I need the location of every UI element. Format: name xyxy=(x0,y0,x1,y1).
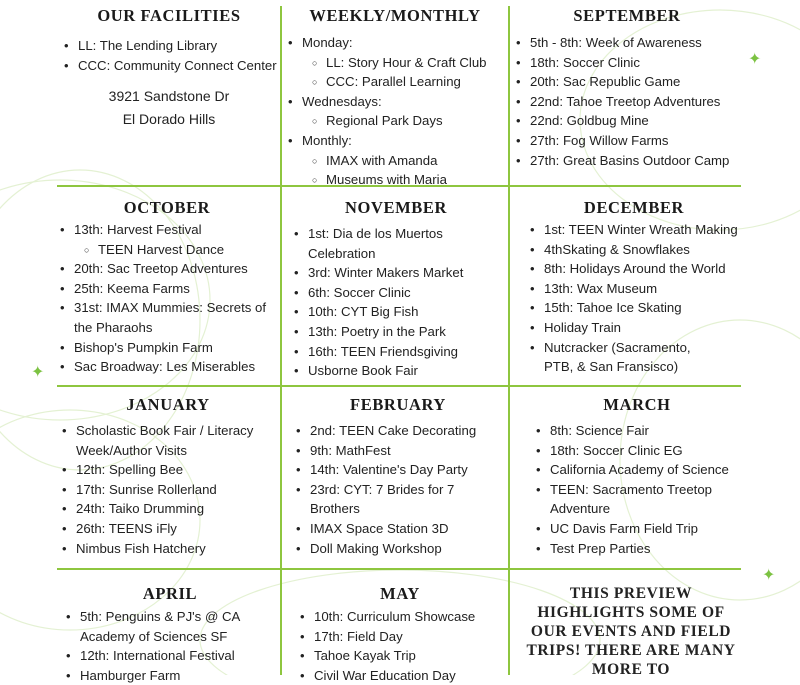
section-heading: APRIL xyxy=(142,584,198,603)
list-item: • CCC: Community Connect Center xyxy=(60,56,278,76)
grid-line-vertical-1 xyxy=(280,6,282,675)
list-item: • 22nd: Goldbug Mine xyxy=(512,111,742,131)
list-item-label: Wednesdays: xyxy=(302,93,382,109)
may-section xyxy=(296,584,504,685)
sub-list-item: ○ Museums with Maria xyxy=(310,170,506,190)
sub-list xyxy=(82,240,278,260)
sparkle-icon: ✦ xyxy=(748,51,762,68)
list-item-label: Monday: xyxy=(302,35,353,50)
list-item: • 12th: Spelling Bee xyxy=(58,460,278,480)
list-item: • TEEN: Sacramento Treetop Adventure xyxy=(532,480,742,519)
sub-list xyxy=(310,151,506,190)
event-list xyxy=(532,421,742,558)
list-item: • 5th: Penguins & PJ's @ CA Academy of Sciences SF xyxy=(62,607,278,646)
list-item: • 13th: Wax Museum xyxy=(526,279,742,299)
list-item: • 14th: Valentine's Day Party xyxy=(292,460,504,480)
list-item: • 22nd: Tahoe Treetop Adventures xyxy=(512,92,742,112)
address-city: El Dorado Hills xyxy=(122,111,216,128)
grid-line-vertical-2 xyxy=(508,6,510,675)
notice-text: THIS PREVIEW HIGHLIGHTS SOME OF OUR EVENTS AND FIELD TRIPS! THERE ARE MANY MORE TO xyxy=(526,585,736,678)
january-section xyxy=(58,395,278,558)
preview-notice xyxy=(522,572,740,679)
list-item: • 15th: Tahoe Ice Skating xyxy=(526,298,742,318)
sub-list-item: ○ Regional Park Days xyxy=(310,111,506,131)
list-item: • Doll Making Workshop xyxy=(292,539,504,559)
sparkle-icon: ✦ xyxy=(31,364,45,381)
list-item: • 4thSkating & Snowflakes xyxy=(526,240,742,260)
section-heading: DECEMBER xyxy=(583,198,685,217)
address xyxy=(60,85,278,131)
list-item-label: Monthly: xyxy=(302,132,352,148)
list-item: • 27th: Great Basins Outdoor Camp xyxy=(512,151,742,171)
grid-line-horizontal-3 xyxy=(57,568,741,570)
list-item: • 6th: Soccer Clinic xyxy=(290,283,502,303)
february-section xyxy=(292,395,504,558)
list-item: • Nimbus Fish Hatchery xyxy=(58,539,278,559)
sparkle-icon: ✦ xyxy=(762,567,776,584)
list-item: • 10th: Curriculum Showcase xyxy=(296,607,504,627)
sub-list-item: ○ TEEN Harvest Dance xyxy=(82,240,278,260)
list-item: • 23rd: CYT: 7 Brides for 7 Brothers xyxy=(292,480,504,519)
facilities-section xyxy=(60,6,278,131)
list-item: • 5th - 8th: Week of Awareness xyxy=(512,33,742,53)
list-item: • 26th: TEENS iFly xyxy=(58,519,278,539)
list-item: • Sac Broadway: Les Miserables xyxy=(56,357,278,377)
list-item xyxy=(284,33,506,92)
list-item: • LL: The Lending Library xyxy=(60,36,278,56)
section-heading: NOVEMBER xyxy=(345,198,447,217)
section-heading: SEPTEMBER xyxy=(573,6,681,25)
sub-list xyxy=(310,53,506,92)
list-item: • 8th: Holidays Around the World xyxy=(526,259,742,279)
list-item: • UC Davis Farm Field Trip xyxy=(532,519,742,539)
event-list xyxy=(56,220,278,377)
list-item: • 20th: Sac Republic Game xyxy=(512,72,742,92)
list-item: • 17th: Field Day xyxy=(296,627,504,647)
list-item: • 1st: TEEN Winter Wreath Making xyxy=(526,220,742,240)
weekly-list xyxy=(284,33,506,190)
sub-list-item: ○ LL: Story Hour & Craft Club xyxy=(310,53,506,73)
october-section xyxy=(56,198,278,377)
november-section xyxy=(290,198,502,381)
list-item: • 2nd: TEEN Cake Decorating xyxy=(292,421,504,441)
section-heading: MARCH xyxy=(603,395,671,414)
section-heading: WEEKLY/MONTHLY xyxy=(309,6,481,25)
sub-list-item: ○ IMAX with Amanda xyxy=(310,151,506,171)
march-section xyxy=(532,395,742,558)
weekly-monthly-section xyxy=(284,6,506,190)
list-item: • 3rd: Winter Makers Market xyxy=(290,263,502,283)
list-item: • Holiday Train xyxy=(526,318,742,338)
grid-line-horizontal-2 xyxy=(57,385,741,387)
list-item: • 27th: Fog Willow Farms xyxy=(512,131,742,151)
list-item: • 31st: IMAX Mummies: Secrets of the Pharaohs xyxy=(56,298,278,337)
list-item: • Test Prep Parties xyxy=(532,539,742,559)
address-street: 3921 Sandstone Dr xyxy=(108,88,230,105)
sub-list xyxy=(310,111,506,131)
event-list xyxy=(58,421,278,558)
list-item: • 13th: Poetry in the Park xyxy=(290,322,502,342)
list-item: • Scholastic Book Fair / Literacy Week/Author Visits xyxy=(58,421,278,460)
list-item: • Usborne Book Fair xyxy=(290,361,502,381)
event-list xyxy=(62,607,278,685)
list-item: • Hamburger Farm xyxy=(62,666,278,685)
list-item: • 17th: Sunrise Rollerland xyxy=(58,480,278,500)
event-list xyxy=(292,421,504,558)
list-item: • 9th: MathFest xyxy=(292,441,504,461)
list-item xyxy=(284,92,506,131)
list-item: • 1st: Dia de los Muertos Celebration xyxy=(290,224,502,263)
section-heading: FEBRUARY xyxy=(350,395,446,414)
section-heading: JANUARY xyxy=(126,395,210,414)
list-item: • 24th: Taiko Drumming xyxy=(58,499,278,519)
list-item-label: 13th: Harvest Festival xyxy=(74,222,202,237)
list-item: • 16th: TEEN Friendsgiving xyxy=(290,342,502,362)
event-list xyxy=(526,220,742,377)
list-item: • Civil War Education Day xyxy=(296,666,504,685)
list-item: • Tahoe Kayak Trip xyxy=(296,646,504,666)
section-heading: OCTOBER xyxy=(123,198,211,217)
list-item: • California Academy of Science xyxy=(532,460,742,480)
list-item: • 10th: CYT Big Fish xyxy=(290,302,502,322)
list-item: • 12th: International Festival xyxy=(62,646,278,666)
list-item: • 8th: Science Fair xyxy=(532,421,742,441)
list-item: • 20th: Sac Treetop Adventures xyxy=(56,259,278,279)
april-section xyxy=(62,584,278,685)
list-item: • 18th: Soccer Clinic EG xyxy=(532,441,742,461)
event-list xyxy=(296,607,504,685)
list-item: • Nutcracker (Sacramento, PTB, & San Fransisco) xyxy=(526,338,742,377)
list-item xyxy=(56,220,278,259)
event-list xyxy=(290,224,502,381)
list-item: • 25th: Keema Farms xyxy=(56,279,278,299)
section-heading: OUR FACILITIES xyxy=(97,6,241,25)
sub-list-item: ○ CCC: Parallel Learning xyxy=(310,72,506,92)
list-item: • IMAX Space Station 3D xyxy=(292,519,504,539)
list-item: • Bishop's Pumpkin Farm xyxy=(56,338,278,358)
facilities-list xyxy=(60,36,278,75)
september-section xyxy=(512,6,742,170)
list-item xyxy=(284,131,506,190)
list-item: • 18th: Soccer Clinic xyxy=(512,53,742,73)
december-section xyxy=(526,198,742,377)
event-list xyxy=(512,33,742,170)
section-heading: MAY xyxy=(380,584,420,603)
